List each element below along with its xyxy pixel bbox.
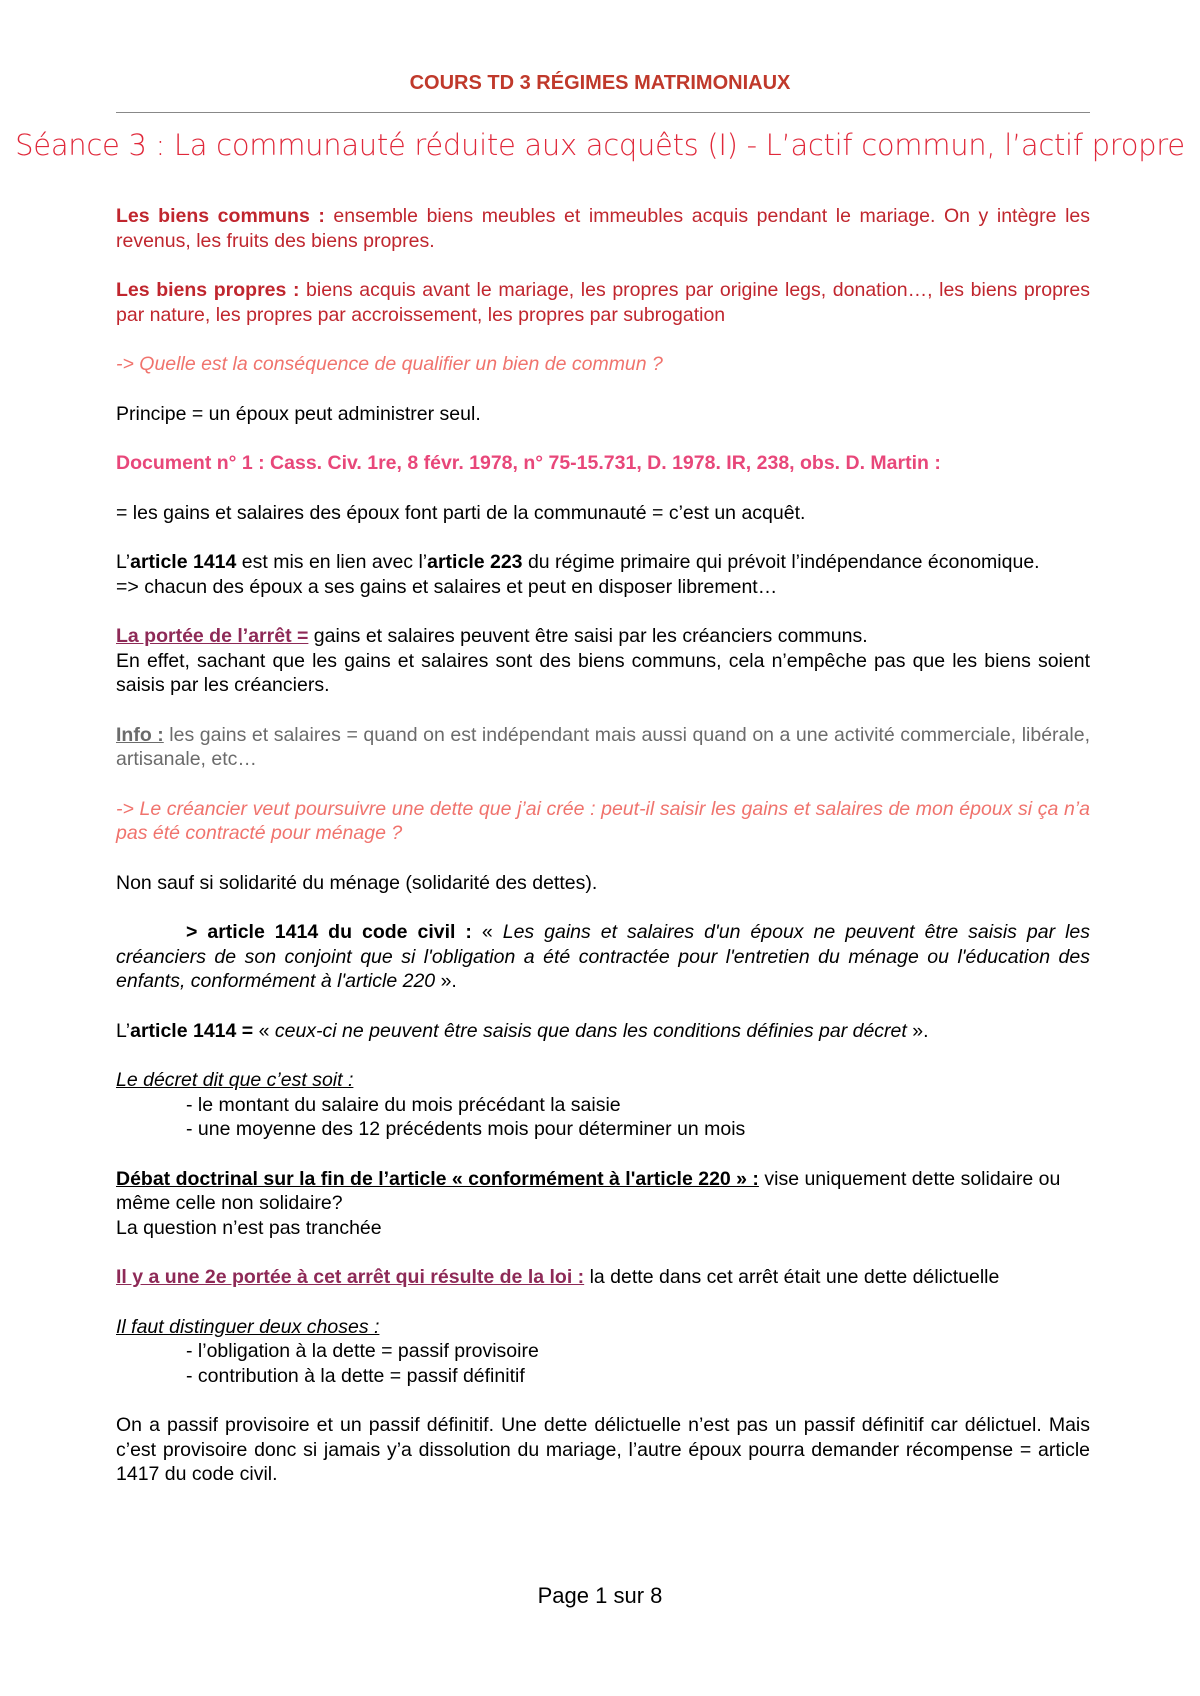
text-span: gains et salaires peuvent être saisi par les créanciers communs. [308, 625, 868, 647]
text-span: ». [906, 1019, 929, 1042]
document-header-title: COURS TD 3 RÉGIMES MATRIMONIAUX [409, 72, 791, 94]
text-span: la dette dans cet arrêt était une dette délictuelle [584, 1266, 1000, 1288]
quote-text: Les gains et salaires d'un époux ne peuvent être saisis par les créanciers de son conjoint que si l'obligation a été contractée pour l'entretien du ménage ou l'éducation des enfants, conformément à l'article 220 [116, 921, 1090, 992]
conclusion-paragraph: On a passif provisoire et un passif définitif. Une dette délictuelle n’est pas un passif définitif car délictuel. Mais c’est provisoire donc si jamais y’a dissolution du mariage, l’autre époux pourra demander récompense = article 1417 du code civil. [116, 1414, 1090, 1485]
document-reference: Document n° 1 : Cass. Civ. 1re, 8 févr. 1978, n° 75-15.731, D. 1978. IR, 238, obs. D. Martin : [116, 452, 941, 474]
session-title: Séance 3 : La communauté réduite aux acquêts (I) - L’actif commun, l’actif propre [15, 128, 1185, 162]
portee2-label: Il y a une 2e portée à cet arrêt qui résulte de la loi : [116, 1266, 585, 1288]
text-span: L’ [116, 551, 131, 573]
header-divider [116, 112, 1090, 113]
list-item: - l’obligation à la dette = passif provisoire [186, 1340, 539, 1362]
question-tranchee-paragraph: La question n’est pas tranchée [116, 1216, 382, 1239]
portee-paragraph [116, 624, 1090, 649]
article-link-paragraph [116, 550, 1090, 575]
article-1414-quote [116, 920, 1090, 994]
text-span: ». [435, 970, 457, 992]
quote-text: ceux-ci ne peuvent être saisis que dans les conditions définies par décret [274, 1019, 907, 1042]
list-item: - contribution à la dette = passif définitif [186, 1364, 525, 1387]
article-reference: > article 1414 du code civil : [186, 921, 472, 943]
text-span: L’ [116, 1019, 131, 1042]
article-1414-decret-paragraph [116, 1019, 1090, 1044]
debat-label: Débat doctrinal sur la fin de l’article « conformément à l'article 220 » : [116, 1167, 759, 1190]
chacun-paragraph: => chacun des époux a ses gains et salaires et peut en disposer librement… [116, 575, 778, 598]
distinguer-label: Il faut distinguer deux choses : [116, 1315, 380, 1338]
info-paragraph [116, 723, 1090, 772]
page-number: Page 1 sur 8 [537, 1583, 663, 1608]
gains-paragraph: = les gains et salaires des époux font parti de la communauté = c’est un acquêt. [116, 501, 806, 524]
portee2-paragraph [116, 1265, 1090, 1290]
article-reference: article 1414 [130, 551, 237, 573]
text-span: est mis en lien avec l’ [236, 551, 428, 573]
term-definition: biens acquis avant le mariage, les propres par origine legs, donation…, les biens propres par nature, les propres par accroissement, les propres par subrogation [116, 279, 1091, 326]
principe-paragraph: Principe = un époux peut administrer seul. [116, 402, 481, 425]
term-label: Les biens propres : [116, 279, 300, 301]
decret-label: Le décret dit que c’est soit : [116, 1069, 354, 1091]
document-body [116, 204, 1090, 1487]
question-paragraph: -> Quelle est la conséquence de qualifier un bien de commun ? [116, 353, 663, 375]
portee-label: La portée de l’arrêt = [116, 625, 309, 647]
paragraph-biens-communs [116, 204, 1090, 253]
question-paragraph: -> Le créancier veut poursuivre une dette que j’ai crée : peut-il saisir les gains et salaires de mon époux si ça n’a pas été contracté pour ménage ? [116, 797, 1090, 844]
article-reference: article 223 [427, 551, 523, 573]
text-span: les gains et salaires = quand on est indépendant mais aussi quand on a une activité commerciale, libérale, artisanale, etc… [116, 723, 1090, 770]
text-span: du régime primaire qui prévoit l’indépendance économique. [522, 551, 1040, 573]
term-definition: ensemble biens meubles et immeubles acquis pendant le mariage. On y intègre les revenus, les fruits des biens propres. [116, 205, 1090, 252]
text-span: vise uniquement dette solidaire ou même celle non solidaire? [116, 1167, 1061, 1214]
en-effet-paragraph: En effet, sachant que les gains et salaires sont des biens communs, cela n’empêche pas que les biens soient saisis par les créanciers. [116, 649, 1090, 696]
list-item: - le montant du salaire du mois précédant la saisie [186, 1093, 621, 1116]
term-label: Les biens communs : [116, 205, 325, 227]
list-item: - une moyenne des 12 précédents mois pour déterminer un mois [186, 1118, 746, 1140]
text-span: « [471, 921, 503, 943]
paragraph-biens-propres [116, 278, 1090, 327]
non-sauf-paragraph: Non sauf si solidarité du ménage (solidarité des dettes). [116, 871, 598, 894]
debat-paragraph [116, 1167, 1090, 1216]
article-reference: article 1414 = [130, 1019, 254, 1042]
text-span: « [253, 1019, 275, 1042]
info-label: Info : [116, 723, 164, 746]
